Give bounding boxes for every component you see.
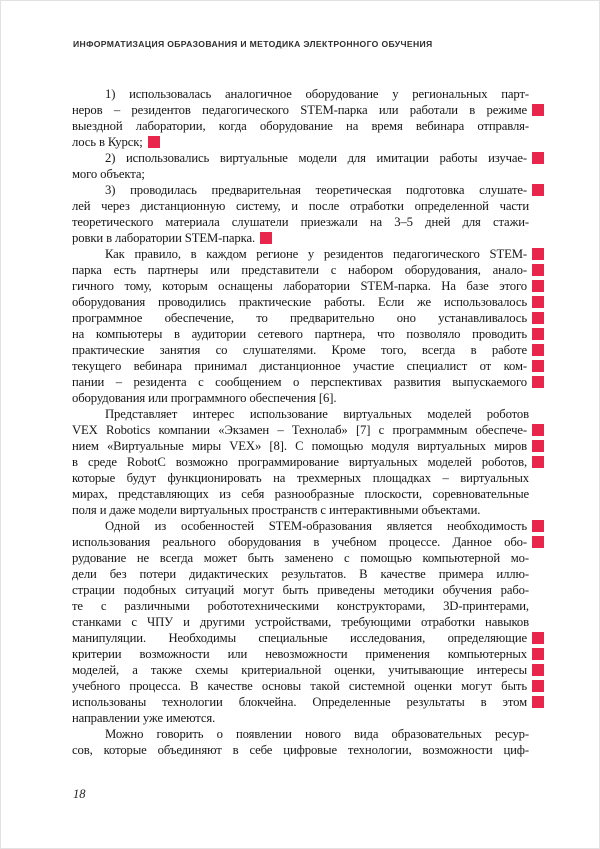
text-line: мирах, представляющих из себя разнообразные плоскости, соревновательные xyxy=(72,487,529,501)
text-line: те с различными робототехническими конструкторами, 3D-принтерами, xyxy=(72,599,529,613)
text-line: выездной лаборатории, когда оборудование на время вебинара отправля- xyxy=(72,119,529,133)
text-line: на компьютеры в аудитории сетевого партнера, что позволяло проводить xyxy=(72,326,529,342)
text-line: Можно говорить о появлении нового вида образовательных ресур- xyxy=(105,727,529,741)
text-line: использования реального оборудования в учебном процессе. Данное обо- xyxy=(72,534,529,550)
text-line: моделей, а также схемы критериальной оценки, учитывающие интересы xyxy=(72,662,529,678)
text-line: страции подобных ситуаций могут быть приведены методики обучения рабо- xyxy=(72,583,529,597)
paragraph xyxy=(72,518,529,726)
text-line: дели без потери дидактических результатов. В качестве примера иллю- xyxy=(72,567,529,581)
redaction-mark xyxy=(532,296,544,309)
paragraph xyxy=(72,150,529,182)
paragraph xyxy=(72,86,529,150)
redaction-mark xyxy=(260,232,272,245)
redaction-mark xyxy=(532,664,544,677)
redaction-mark xyxy=(532,312,544,325)
text-line: лось в Курск; xyxy=(72,134,529,150)
text-line: учебного процесса. В качестве основы такой системной оценки могут быть xyxy=(72,678,529,694)
redaction-mark xyxy=(532,456,544,469)
text-line: 1) использовалась аналогичное оборудование у региональных парт- xyxy=(105,87,529,101)
text-line: пании – резидента с сообщением о перспективах развития выпускаемого xyxy=(72,374,529,390)
text-line: текущего вебинара принимал дистанционное участие специалист от ком- xyxy=(72,358,529,374)
text-line: нием «Виртуальные миры VEX» [8]. С помощью модуля виртуальных миров xyxy=(72,438,529,454)
text-line: 3) проводилась предварительная теоретическая подготовка слушате- xyxy=(72,182,529,198)
redaction-mark xyxy=(532,360,544,373)
paragraph xyxy=(72,406,529,518)
redaction-mark xyxy=(532,376,544,389)
redaction-mark xyxy=(532,632,544,645)
redaction-mark xyxy=(532,280,544,293)
text-line: в среде RobotC возможно программирование виртуальных моделей роботов, xyxy=(72,454,529,470)
text-line: программное обеспечение, то предварительно оно устанавливалось xyxy=(72,310,529,326)
redaction-mark xyxy=(532,440,544,453)
page-number: 18 xyxy=(73,787,86,801)
text-line: гичного тому, которым оснащены лаборатории STEM-парка. На базе этого xyxy=(72,278,529,294)
redaction-mark xyxy=(532,424,544,437)
redaction-mark xyxy=(532,536,544,549)
text-line: 2) использовались виртуальные модели для имитации работы изучае- xyxy=(72,150,529,166)
text-line: манипуляции. Необходимы специальные исследования, определяющие xyxy=(72,630,529,646)
text-line: Как правило, в каждом регионе у резидентов педагогического STEM- xyxy=(72,246,529,262)
text-line: лей через дистанционную систему, и после отработки определенной части xyxy=(72,199,529,213)
redaction-mark xyxy=(532,184,544,197)
text-line: использованы технологии блокчейна. Определенные результаты в этом xyxy=(72,694,529,710)
text-line: теоретического материала слушатели приезжали на 3–5 дней для стажи- xyxy=(72,215,529,229)
redaction-mark xyxy=(532,328,544,341)
text-line: парка есть партнеры или представители с набором оборудования, анало- xyxy=(72,262,529,278)
redaction-mark xyxy=(532,520,544,533)
text-line: направлении уже имеются. xyxy=(72,711,216,725)
text-line: станками с ЧПУ и другими устройствами, требующими отработки навыков xyxy=(72,615,529,629)
redaction-mark xyxy=(532,344,544,357)
redaction-mark xyxy=(532,248,544,261)
text-line: поля и даже модели виртуальных пространств с интерактивными объектами. xyxy=(72,503,481,517)
redaction-mark xyxy=(532,696,544,709)
redaction-mark xyxy=(148,136,160,149)
redaction-mark xyxy=(532,152,544,165)
redaction-mark xyxy=(532,264,544,277)
paragraph xyxy=(72,182,529,246)
text-line: которые будут функционировать на трехмерных площадках – виртуальных xyxy=(72,471,529,485)
text-line: неров – резидентов педагогического STEM-парка или работали в режиме xyxy=(72,102,529,118)
body-text xyxy=(72,86,529,758)
text-line: практические занятия со слушателями. Кроме того, всегда в работе xyxy=(72,342,529,358)
text-line: рудование не всегда может быть заменено с помощью компьютерной мо- xyxy=(72,551,529,565)
text-line: мого объекта; xyxy=(72,167,145,181)
redaction-mark xyxy=(532,104,544,117)
text-line: оборудования проводились практические работы. Если же использовалось xyxy=(72,294,529,310)
text-line: критерии возможности или невозможности применения компьютерных xyxy=(72,646,529,662)
text-line: VEX Robotics компании «Экзамен – Технолаб» [7] с программным обеспече- xyxy=(72,422,529,438)
text-line: оборудования или программного обеспечения [6]. xyxy=(72,391,337,405)
redaction-mark xyxy=(532,648,544,661)
text-line: сов, которые объединяют в себе цифровые технологии, возможности циф- xyxy=(72,743,529,757)
paragraph xyxy=(72,246,529,406)
redaction-mark xyxy=(532,680,544,693)
text-line: ровки в лаборатории STEM-парка. xyxy=(72,230,529,246)
text-line: Одной из особенностей STEM-образования является необходимость xyxy=(72,518,529,534)
paragraph xyxy=(72,726,529,758)
text-line: Представляет интерес использование виртуальных моделей роботов xyxy=(105,407,529,421)
running-header: ИНФОРМАТИЗАЦИЯ ОБРАЗОВАНИЯ И МЕТОДИКА ЭЛЕКТРОННОГО ОБУЧЕНИЯ xyxy=(73,39,433,49)
